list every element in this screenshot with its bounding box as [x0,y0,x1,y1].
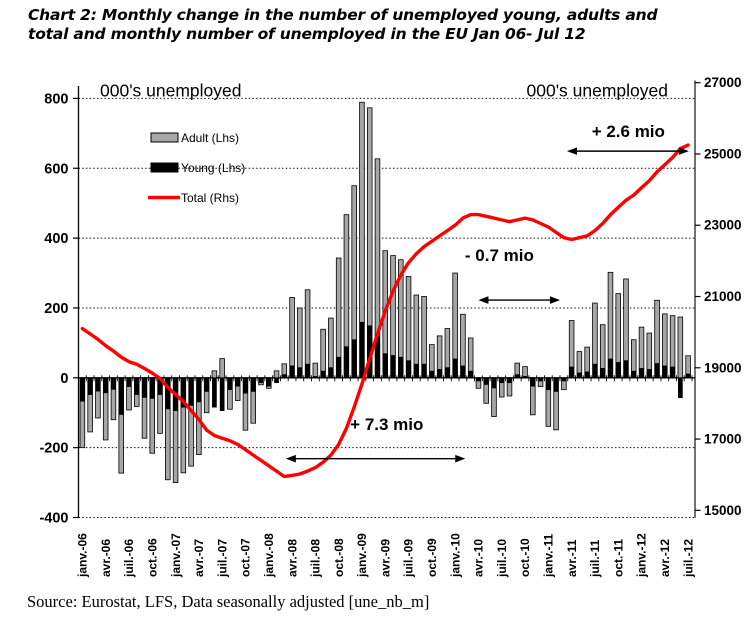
x-tick-label: janv.-12 [634,533,649,577]
arrowhead-right-icon [550,296,560,304]
chart-title-line2: total and monthly number of unemployed in the EU Jan 06- Jul 12 [28,25,586,43]
right-tick-label: 23000 [704,217,742,233]
young-bar [305,364,310,378]
x-tick-label: juil.-08 [308,538,323,577]
arrowhead-left-icon [286,455,296,463]
x-tick-label: juil.-06 [122,538,137,577]
arrowhead-left-icon [478,296,488,304]
young-bar [235,378,240,387]
young-bar [445,367,450,377]
adult-bar [220,359,225,378]
young-bar [220,378,225,411]
right-tick-label: 27000 [704,75,742,91]
young-bar [484,378,489,385]
young-bar [142,378,147,398]
young-bar [189,378,194,406]
x-tick-label: avr.-10 [471,538,486,577]
x-tick-label: avr.-12 [658,538,673,577]
legend-label: Total (Rhs) [181,191,240,205]
young-bar [204,378,209,392]
young-bar [492,378,497,388]
x-tick-label: juil.-11 [588,539,603,577]
annotation [286,415,465,462]
young-bar [577,373,582,378]
young-bar [406,360,411,377]
x-tick-label: oct.-10 [518,538,533,577]
young-bar [80,378,85,402]
x-tick-label: juil.-07 [215,538,230,577]
left-axis-tick-labels [39,91,68,526]
left-axis-title: 000's unemployed [100,80,242,101]
annotation [567,122,689,155]
right-tick-label: 17000 [704,431,742,447]
annotation-label: + 2.6 mio [591,121,665,141]
left-tick-label: 200 [44,300,69,317]
young-bar [321,371,326,378]
young-bar [461,366,466,378]
x-tick-label: janv.-11 [541,533,556,577]
young-bar [134,378,139,395]
x-tick-label: oct.-07 [238,538,253,577]
young-bar [647,369,652,378]
young-bar [290,366,295,378]
legend-label: Adult (Lhs) [181,131,240,145]
young-bar [453,359,458,378]
x-tick-label: oct.-08 [331,538,346,577]
young-bar [251,378,256,392]
young-bar [499,378,504,383]
young-bar [554,378,559,392]
legend-label: Young (Lhs) [181,161,246,175]
young-bar [515,374,520,377]
left-tick-label: 600 [44,161,69,178]
adult-bar [274,371,279,378]
young-bar [274,378,279,383]
young-bar [398,357,403,378]
young-bar [344,346,349,377]
young-bar [228,378,233,390]
young-bar [624,360,629,377]
arrowhead-left-icon [567,147,577,155]
x-tick-label: janv.-10 [448,533,463,577]
x-tick-label: janv.-08 [261,533,276,577]
source-note: Source: Eurostat, LFS, Data seasonally adjusted [une_nb_m] [27,592,430,611]
young-bar [297,367,302,377]
young-bar [593,364,598,378]
young-bar [662,366,667,378]
x-tick-label: juil.-12 [681,538,696,577]
left-tick-label: 800 [44,91,69,108]
young-bar [639,368,644,378]
adult-bar [313,363,318,378]
young-bar [686,374,691,378]
x-tick-label: janv.-07 [168,533,183,577]
young-bar [631,371,636,378]
young-bar [127,378,132,387]
x-tick-label: juil.-09 [401,538,416,577]
right-tick-label: 25000 [704,146,742,162]
young-bar [538,378,543,381]
legend-swatch [151,163,178,172]
left-tick-label: -200 [39,440,69,457]
chart-title-line1: Chart 2: Monthly change in the number of unemployed young, adults and [28,6,658,24]
young-bar [616,362,621,378]
young-bar [259,378,264,383]
young-bar [212,378,217,408]
young-bar [608,359,613,378]
young-bar [243,378,248,394]
young-bar [383,353,388,377]
young-bar [96,378,101,392]
young-bar [530,378,535,387]
x-tick-label: avr.-06 [98,538,113,577]
young-bar [266,378,271,387]
adult-bar [678,317,683,378]
young-bar [523,376,528,378]
young-bar [546,378,551,390]
x-tick-label: oct.-11 [611,538,626,577]
young-bar [437,369,442,378]
x-tick-label: oct.-09 [425,538,440,577]
annotation-label: + 7.3 mio [350,415,424,435]
young-bar [165,378,170,409]
young-bar [678,378,683,398]
x-tick-label: juil.-10 [494,538,509,577]
young-bar [336,357,341,378]
young-bar [476,378,481,381]
young-bar [197,378,202,402]
x-tick-label: avr.-11 [564,539,579,577]
x-tick-label: janv.-06 [75,533,90,577]
right-axis-title: 000's unemployed [526,80,668,101]
young-bar [150,378,155,399]
young-bar [562,378,567,381]
young-bar [88,378,93,395]
young-bar [391,355,396,378]
adult-bar [212,371,217,378]
x-tick-label: avr.-09 [378,538,393,577]
right-axis-tick-labels [704,75,742,518]
young-bar [670,367,675,378]
young-bar [507,378,512,383]
annotation [465,246,560,304]
left-tick-label: 400 [44,231,69,248]
adult-bar [321,329,326,378]
young-bar [111,378,116,390]
young-bar [329,367,334,377]
young-bar [655,363,660,378]
left-tick-label: 0 [60,370,69,387]
x-tick-label: oct.-06 [145,538,160,577]
young-bar [360,322,365,378]
young-bar [352,339,357,377]
young-bar [103,378,108,393]
legend [148,131,245,205]
young-bar [468,371,473,378]
young-bar [569,367,574,378]
x-tick-label: avr.-08 [285,538,300,577]
right-tick-label: 15000 [704,502,742,518]
young-bar [585,372,590,378]
young-bar [313,376,318,378]
young-bar [282,374,287,377]
young-bar [119,378,124,415]
right-tick-label: 21000 [704,289,742,305]
annotation-label: - 0.7 mio [464,245,534,265]
x-axis-tick-labels [76,533,696,578]
x-tick-label: janv.-09 [355,533,370,577]
young-bar [429,371,434,378]
young-bar [600,368,605,378]
right-tick-label: 19000 [704,360,742,376]
young-bar [422,364,427,378]
arrowhead-right-icon [455,455,465,463]
legend-swatch [151,133,178,142]
young-bar [414,364,419,378]
x-tick-label: avr.-07 [192,538,207,577]
left-tick-label: -400 [39,510,69,527]
